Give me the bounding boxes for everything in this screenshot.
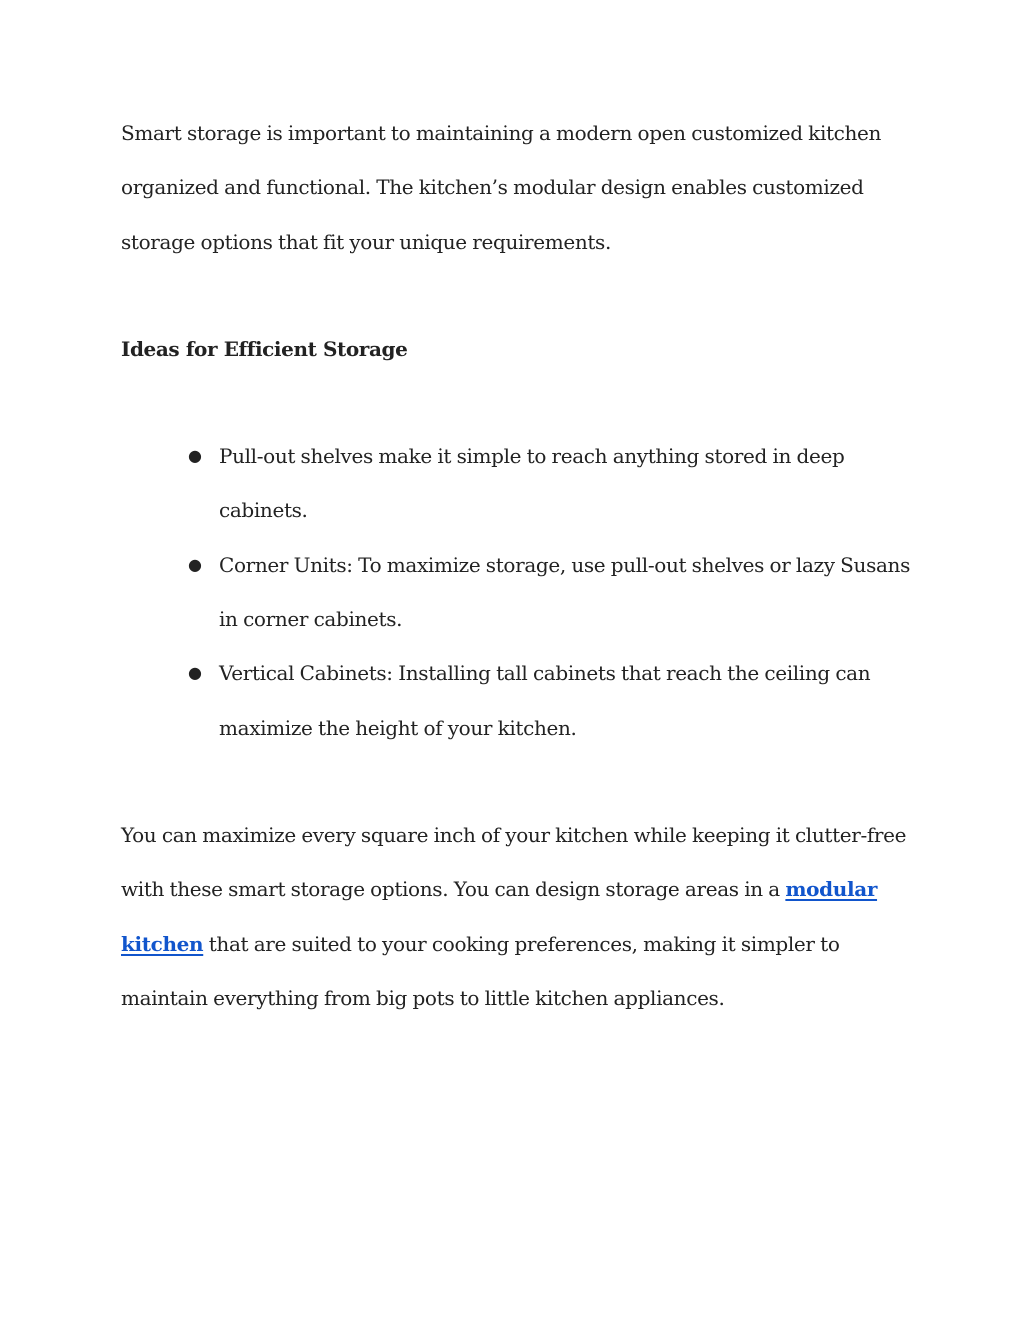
modular-kitchen-link[interactable]: modular kitchen xyxy=(121,877,878,956)
closing-paragraph xyxy=(121,808,911,1025)
list-item-text: Vertical Cabinets: Installing tall cabinets that reach the ceiling can maximize the height of your kitchen. xyxy=(219,661,871,740)
closing-text-after-link: that are suited to your cooking preferences, making it simpler to maintain everything from big pots to little kitchen appliances. xyxy=(121,931,840,1010)
bullet-icon: ● xyxy=(188,663,202,683)
list-item xyxy=(188,429,911,538)
intro-paragraph: Smart storage is important to maintaining a modern open customized kitchen organized and functional. The kitchen’s modular design enables customized storage options that fit your unique requirements. xyxy=(121,121,882,254)
section-heading: Ideas for Efficient Storage xyxy=(121,336,408,361)
bullet-icon: ● xyxy=(188,446,202,466)
document-page xyxy=(121,106,911,1025)
list-item xyxy=(188,646,911,755)
storage-ideas-list xyxy=(121,429,911,755)
list-item-text: Corner Units: To maximize storage, use pull-out shelves or lazy Susans in corner cabinets. xyxy=(219,552,910,632)
closing-text-before-link: You can maximize every square inch of your kitchen while keeping it clutter-free with these smart storage options. You can design storage areas in a xyxy=(121,822,907,902)
list-item xyxy=(188,538,911,647)
bullet-icon: ● xyxy=(188,554,202,574)
list-item-text: Pull-out shelves make it simple to reach anything stored in deep cabinets. xyxy=(219,444,845,523)
